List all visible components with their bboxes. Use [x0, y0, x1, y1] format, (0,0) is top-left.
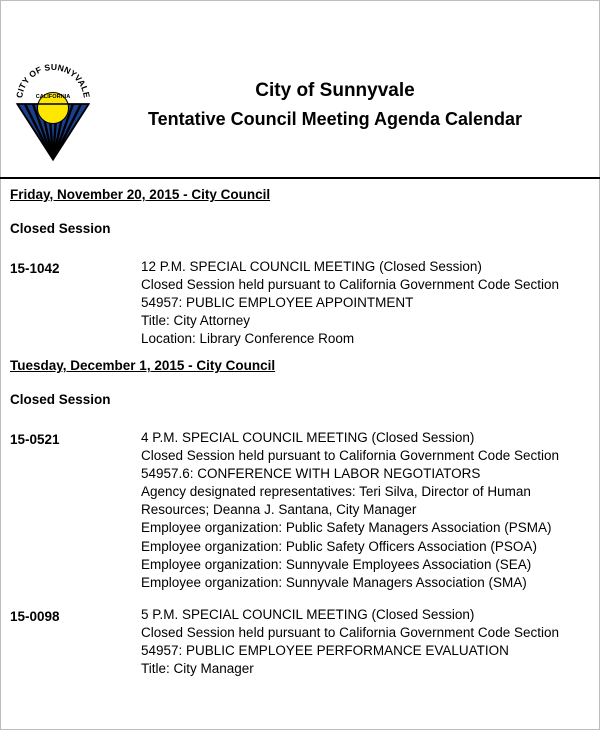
page-subtitle: Tentative Council Meeting Agenda Calendar	[147, 109, 523, 129]
agenda-item-line: 54957: PUBLIC EMPLOYEE PERFORMANCE EVALUATION	[141, 643, 509, 659]
session-type-label: Closed Session	[10, 221, 111, 236]
agenda-item-line: Title: City Attorney	[141, 313, 251, 329]
agenda-item-number: 15-0098	[10, 609, 60, 624]
agenda-item-line: Employee organization: Public Safety Managers Association (PSMA)	[141, 520, 552, 536]
agenda-item-description	[141, 258, 559, 348]
agenda-item-line: Title: City Manager	[141, 661, 254, 677]
agenda-item-line: 4 P.M. SPECIAL COUNCIL MEETING (Closed Session)	[141, 430, 475, 445]
city-seal-logo	[14, 64, 92, 162]
agenda-item-line: Location: Library Conference Room	[141, 331, 355, 347]
agenda-item-line: Employee organization: Public Safety Officers Association (PSOA)	[141, 538, 537, 554]
agenda-item-line: 54957: PUBLIC EMPLOYEE APPOINTMENT	[141, 295, 414, 311]
agenda-item-line: Closed Session held pursuant to California Government Code Section	[141, 625, 559, 641]
date-heading-dec-1: Tuesday, December 1, 2015 - City Council	[10, 358, 276, 373]
agenda-item-line: Employee organization: Sunnyvale Employees Association (SEA)	[141, 556, 532, 572]
agenda-item-number: 15-0521	[10, 432, 60, 447]
session-type-label: Closed Session	[10, 392, 111, 407]
svg-text:CITY OF SUNNYVALE: CITY OF SUNNYVALE	[14, 64, 92, 99]
page-title: City of Sunnyvale	[255, 80, 415, 101]
agenda-item-line: Employee organization: Sunnyvale Managers Association (SMA)	[141, 574, 527, 590]
agenda-item-line: Resources; Deanna J. Santana, City Manager	[141, 502, 417, 518]
header-divider	[0, 177, 600, 179]
agenda-item-description	[141, 429, 559, 592]
agenda-item-description	[141, 606, 559, 678]
agenda-item-line: Agency designated representatives: Teri Silva, Director of Human	[141, 484, 531, 500]
agenda-item-line: Closed Session held pursuant to California Government Code Section	[141, 448, 559, 464]
agenda-item-number: 15-1042	[10, 261, 60, 276]
agenda-item-line: 12 P.M. SPECIAL COUNCIL MEETING (Closed Session)	[141, 259, 482, 274]
agenda-item-line: 5 P.M. SPECIAL COUNCIL MEETING (Closed Session)	[141, 607, 475, 622]
date-heading-nov-20: Friday, November 20, 2015 - City Council	[10, 187, 271, 202]
agenda-item-line: Closed Session held pursuant to California Government Code Section	[141, 277, 559, 293]
agenda-item-line: 54957.6: CONFERENCE WITH LABOR NEGOTIATORS	[141, 466, 481, 482]
svg-text:CALIFORNIA: CALIFORNIA	[35, 94, 71, 100]
